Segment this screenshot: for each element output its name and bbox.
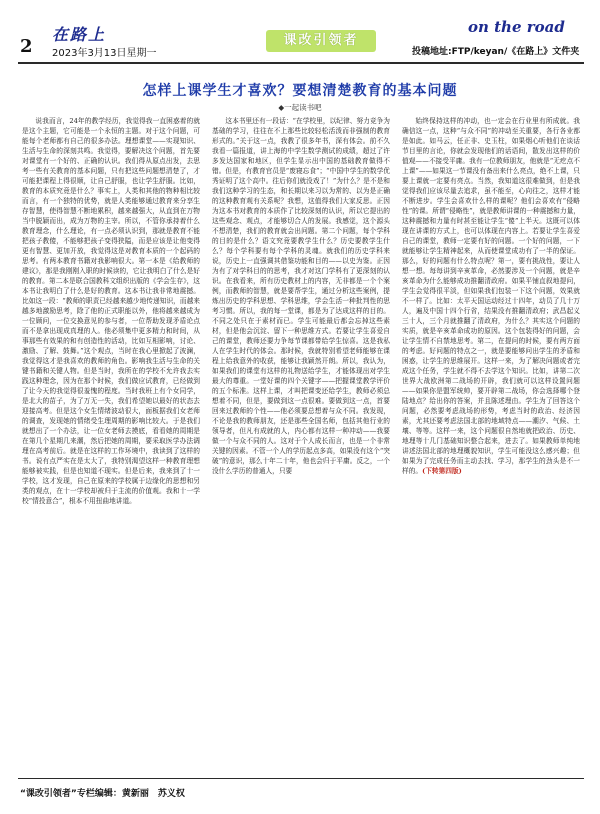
header-divider — [18, 62, 584, 64]
submission-address: 投稿地址:FTP/keyan/《在路上》文件夹 — [412, 47, 580, 57]
article-author: ◆一起读书吧 — [278, 103, 322, 112]
continued-note: (下转第四版) — [422, 467, 462, 475]
issue-date: 2023年3月13日星期一 — [52, 48, 157, 59]
article-column-1-text: 说我而言，24年的教学经历，我觉得我一直困惑着的就是这个主题，它可能是一个永恒的主题。对于这个问题，可能每个老师都有自己的很多办法。理想课堂——实现知识、生活与生命的深刻共鸣。我觉得，要解决这个问题，首先要对课堂有一个好的、正确的认识。我们得从原点出发，去思考一些有关教育的基本问题，只有把这些问题想清楚了，才可能把课程上得很顺，让自己舒服，也让学生舒服。比如，教育的本质究竟是什么？事实上，人类和其他的物种相比较而言，有一个独特的优势，就是人类能够通过教育来分享生存智慧，使得智慧不断地累积，越来越强大，从直到在万物当中脱颖而出，成为万物的主宰。所以，不管你承持着什么教育理念，什么理论，有一点必须认识到，那就是教育不能把孩子教傻，不能够把孩子变得狭隘，而是应该是让他变得更有智慧、更加开放，我觉得这是对教育本质的一个起码的思考。有两本教育书籍对我影响很大。第一本是《给教师的建议》，那是我刚刚入职的时候读的，它让我明白了什么是好的教育。第二本是联合国教科文组织出版的《学会生存》，这本书让我明白了什么是好的教育。这本书让我非常地震撼。比如这一段：“教师的职责已经越来越少地传递知识，而越来越多地激励思考，除了他的正式职能以外，他将越来越成为一位顾问，一位交换意见的参与者，一位帮助发现矛盾论点而不是拿出现成真理的人。他必须集中更多精力和时间，从事那些有效果的和有创造性的活动，比如互相影响，讨论、激励、了解、鼓舞。”这个观点，当时在我心里掀起了波澜，我觉得这才是我喜欢的教师的角色。影响我生活与生命的关键书籍和关键人物。但是当时，我所在的学校不允许我去实践这种理念，因为在那个时候，我们做应试教育，已经做到了让今天的我觉得很羞愧的程度。当时我班上有个女同学，是北大的苗子，为了万无一失，我们希望她以最好的状态去迎接高考。但是这个女生情绪波动很大，面板据我们女老师的调查，发现她的情绪受生理周期的影响比较大。于是我们就想出了一个办法，让一位女老师去摸底，看看她的周期是在第几个星期几来潮，然后把她的周期，要采取医学办法调理在高考前后。就是在这样的工作环境中，我读到了这样的书。说有点严实在是太大了，我特别渴望这样一种教育理想能够被实践，但是也知道不现实。但是后来，我来到了十一学校，这才发现，自己在原来的学校属于边缘化的思想和另类的观点，在十一学校却被归于主流的价值观。我和十一学校“情投意合”，根本不用扭曲地讲道。 — [22, 117, 200, 505]
column-title-banner: 课改引领者 — [266, 30, 376, 52]
article-column-1 — [22, 116, 200, 768]
page-number: 2 — [20, 36, 33, 57]
column-editors: “课改引领者”专栏编辑：黄新丽 苏义权 — [20, 789, 185, 799]
footer-divider — [18, 778, 584, 779]
article-column-3 — [402, 116, 580, 768]
article-title: 怎样上课学生才喜欢？要想清楚教育的基本问题 — [142, 83, 458, 99]
article-column-3-body: 始终保持这样的冲动，也一定会在行业里有所成就。我确信这一点，这种“与众不同”的冲动至关重要，各行各业都是如此。如马云，任正非、史玉柱，如果烟心听他们在谈话节目里的言论，你就会发现他们的话语间，散发出这样的价值观——不接受平庸。我有一位教师朋友，他就是“无疙点不上课”——如果这一节课没有备出来什么亮点，绝不上课，只要上课就一定要有亮点。当然，我知道这很难做到，但是我觉得我们应该尽量去追求，虽不能至，心向往之，这样才能不断进步。学生会喜欢什么样的课呢？他们会喜欢有“侵略性”的课。所谓“侵略性”，就是教师讲课的一种震撼和力量，这种震撼和力量有时甚至能让学生“傻”上半天。这既可以体现在讲课的方式上，也可以体现在内容上。若要让学生喜爱自己的课堂，教师一定要有好的问题。一个好的问题，一下就能够让学生精神起来，从而使课堂成功有了一半的保证。那么，好的问题有什么特点呢？第一，要有挑战性，要让人想一想。每每讲到辛亥革命，必然要涉及一个问题，就是辛亥革命为什么能够成功推翻清政府。如果平铺直叙地提问，学生会觉得很平淡，但如果我们包装一下这个问题，效果就不一样了。比如：太平天国运动经过十四年，动员了几十万人，遍及中国十四个行省，结果没有推翻清政府；武昌起义三十人，三个月就推翻了清政府，为什么？其实这个问题的实质，就是辛亥革命成功的原因。这个包装得好的问题，会让学生情不自禁地思考。第二，在提问的时候，要有两方面的考虑。好问题的特点之一，就是要能够问出学生的矛盾和困惑，让学生的思维展开。这样一来，为了解决问题或者完成这个任务，学生就不得不去学这个知识。比如，讲第二次世界大战欧洲第二战场的开辟，我们就可以这样设置问题——如果你是盟军统帅，要开辟第二战场，你会选择哪个登陆地点？给出你的答案，并且陈述理由。学生为了回答这个问题，必然要考虑战场的形势，考虑当时的政治、经济因素，尤其还要考虑法国北部的地域特点——潮汐、气候、土壤、等等。这样一来，这个问题很自然地就把政治、历史、地理等十几门基础知识整合起来，进去了。如果教师单纯地讲述法国北部的地理概貌知识，学生可能没这么感兴趣；但如果为了完成任务而主动去找、学习，那学生的劲头是不一样的。 — [402, 117, 580, 475]
article-column-3-text — [402, 116, 580, 476]
article-column-2 — [212, 116, 390, 768]
slogan-logo: on the road — [468, 18, 565, 36]
paper-name: 在路上 — [52, 25, 107, 44]
article-column-2-text: 这本书里还有一段话：“在学校里，以纪律、努力竞争为基础的学习，往往在不上那些比较轻松活泼而非强制的教育形式的。”关于这一点，我教了很多年书，深有体会。前不久我看一篇报道，讲上海的中学生数学测试的成绩，超过了许多发达国家和地区，但学生显示出中国的基础教育做得不错。但是，有教育官员是“废寝忘食”；“中国中学生的数学优秀证明了这个高中。往后你们就没戏了！”为什么？是不是和我们这种学习的生态，和长期以来习以为常的、以为是正确的这种教育观有关系呢？我想，这值得我们大家反思。正因为这本书对教育的本质作了比较深刻的认识，所以它提出的这些观念、观点，才能够切合人的发展。我感觉，这个源头不想清楚，我们的教育就会出问题。第二个问题，每个学科的目的是什么？语文究竟要教学生什么？历史要教学生什么？每个学科要有每个学科的灵魂。就我们的历史学科来说，历史上一直强调其借鉴功能和目的——以史为鉴。正因为有了对学科目的的思考，我才对这门学科有了更深刻的认识。在我看来，所有历史教材上的内容，无非都是一个个案例，而教师的智慧，就是要帮学生，通过分析这些案例，提炼出历史的学科思想、学科思维，学会生活一种批判性的思考习惯。所以，我的每一堂课，都是为了达成这样的目的。不同之处只在于素材而已。学生可能最后都会忘掉这些素材，但是他会沉淀、留下一种思维方式。若要让学生喜爱自己的课堂，教师还要力争每节课都带给学生惊喜。这是我私人在学生时代的体会。那时候，我就特别希望老师能够在课程上给我意外的收获，能够让我颖然开朗。所以，我认为，如果我们的课堂有这样的礼物送给学生，才能体现出对学生最大的尊重。一堂好课的四个关键字——把握课堂教学评价的五个标准。这样上课，才叫把课变还给学生，教师必须总想着不同，但是，要做到这一点很难。要做到这一点，首要回来过教师的个性——他必须要总想着与众不同。我发现，不论是我的教师朋友，还是那些全国名师，包括其他行业的领导者，但凡有成就的人，内心都有这样一种冲动——我要做一个与众不同的人。这对于个人成长而言，也是一个非常关键的因素。不管一个人的学历起点多高，如果没有这个“突破”的意识，那么十年二十年，他也会归于平庸。反之，一个没什么学历的普通人，只要 — [212, 117, 390, 475]
page-header — [0, 0, 600, 64]
